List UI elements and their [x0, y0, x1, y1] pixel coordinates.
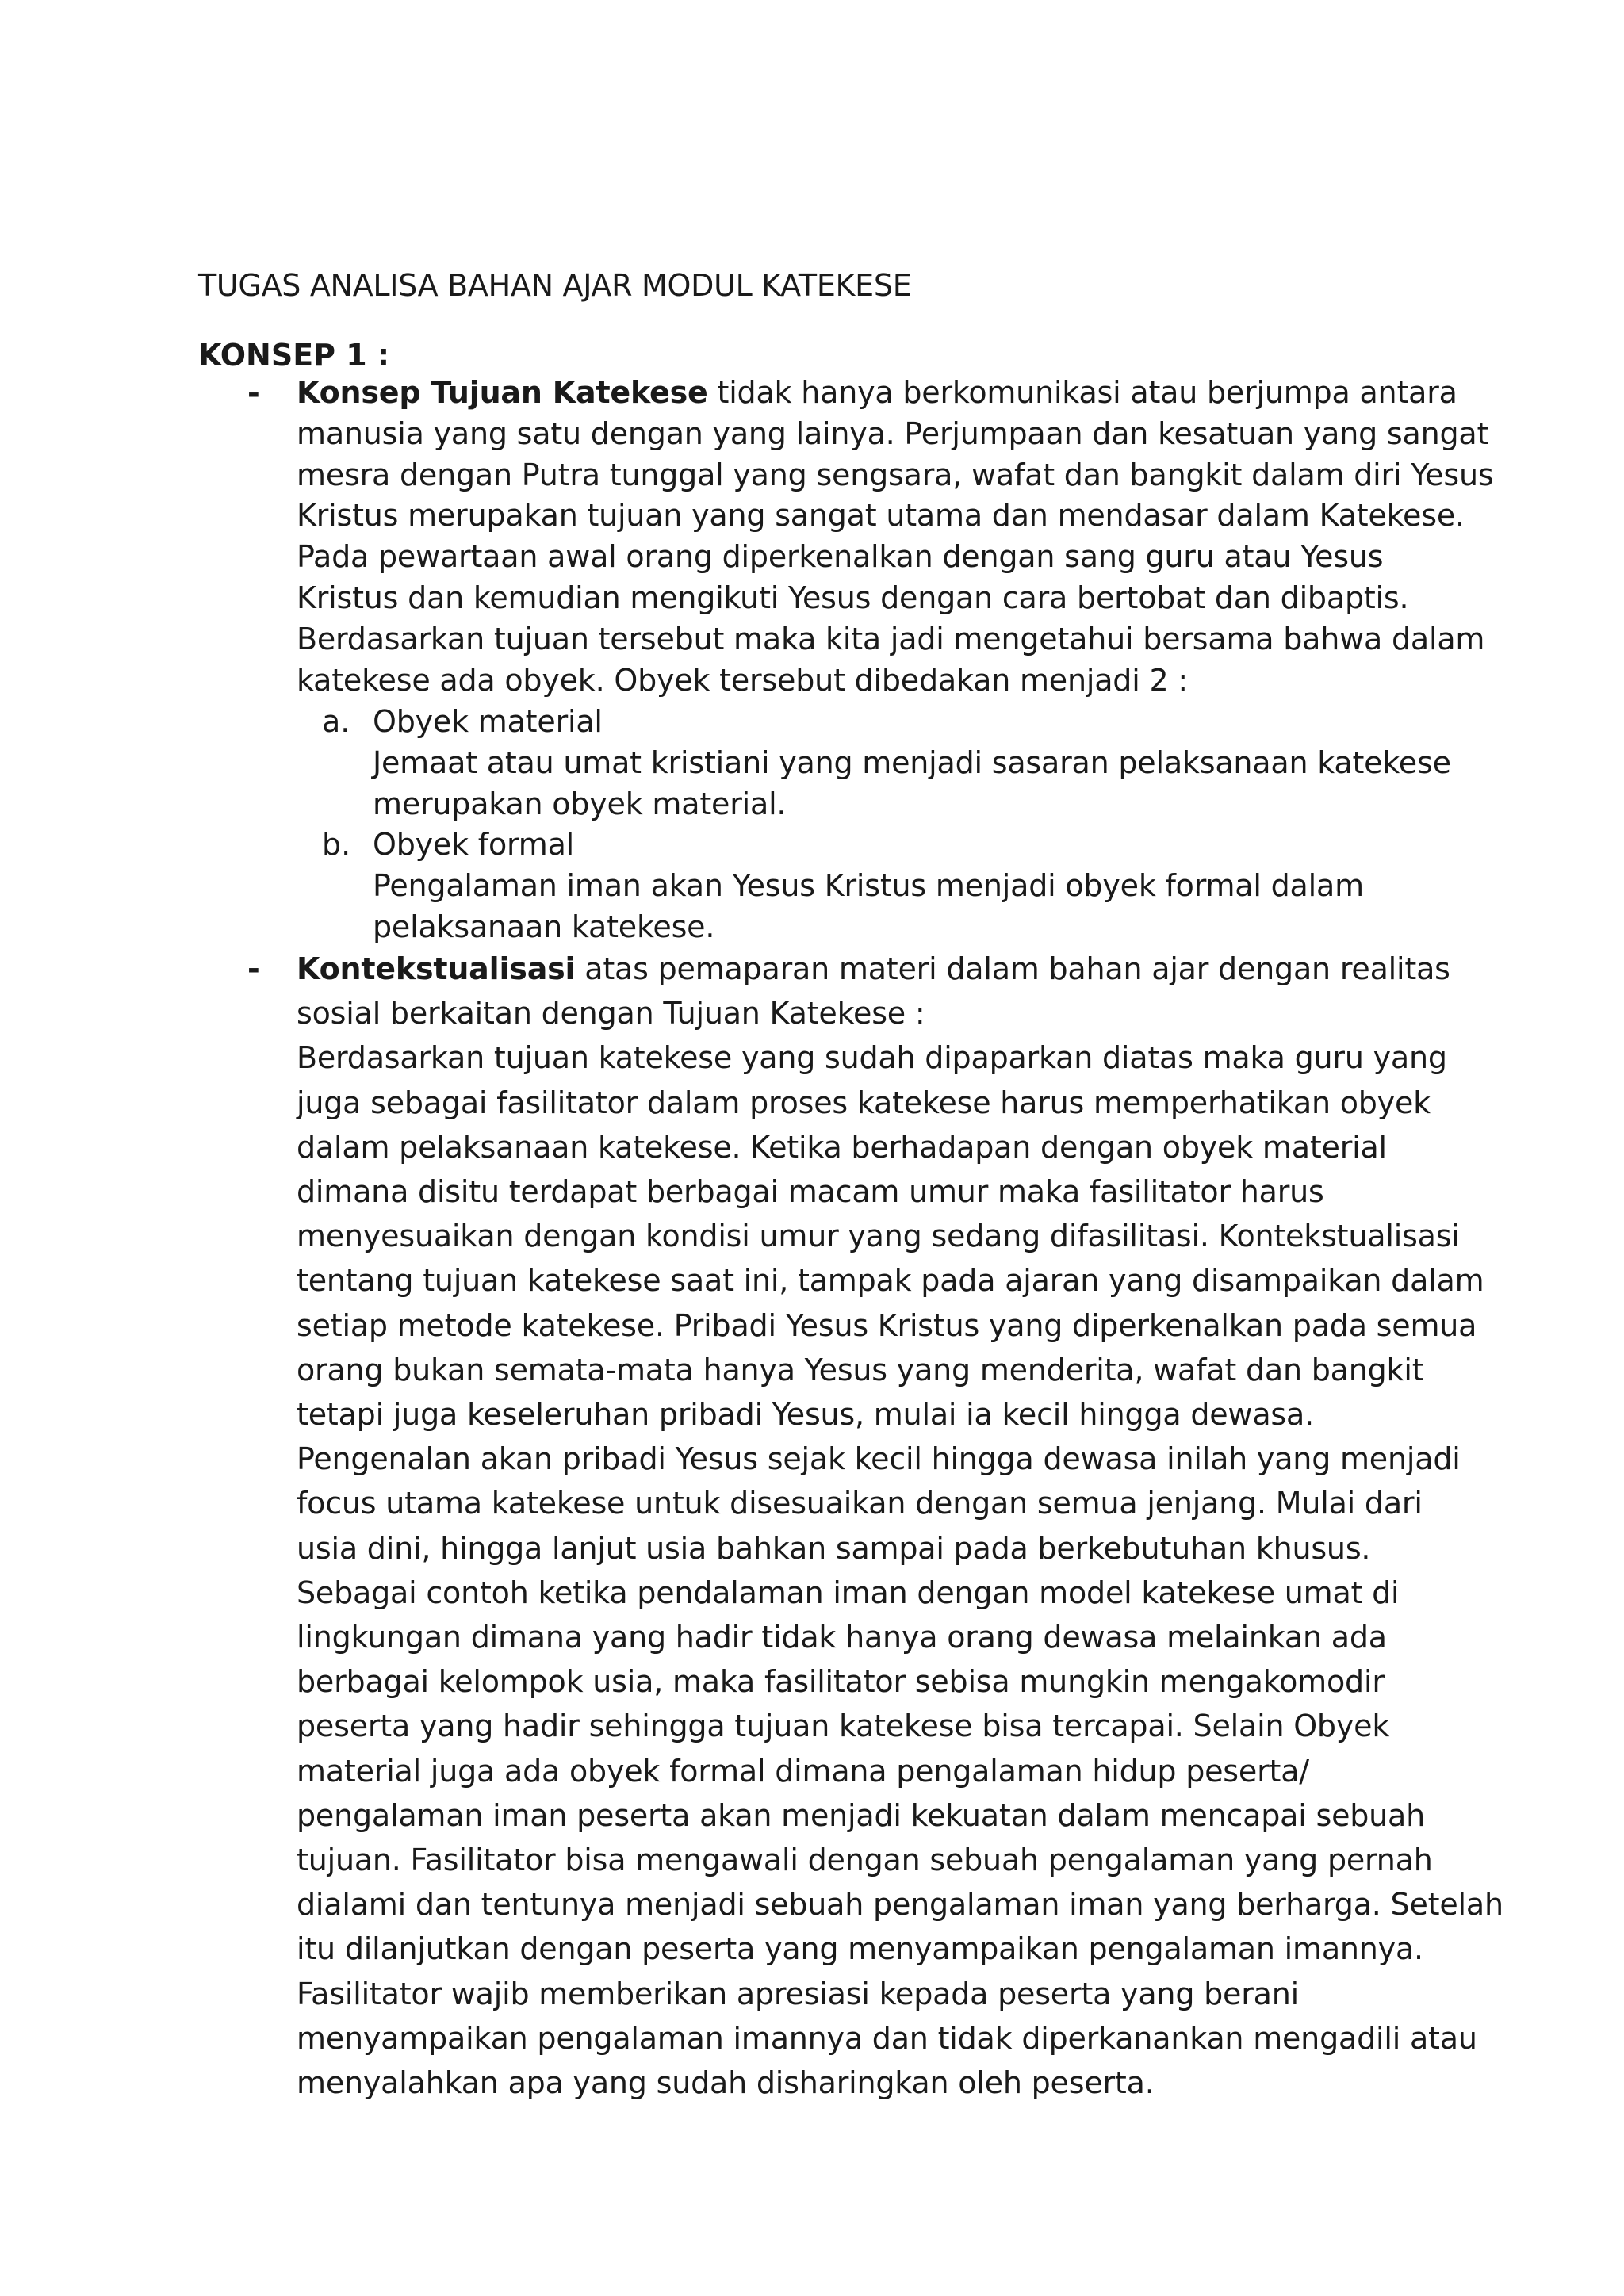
paragraph-line: pengalaman iman peserta akan menjadi kekuatan dalam mencapai sebuah [297, 1797, 1426, 1833]
paragraph-line: mesra dengan Putra tunggal yang sengsara, wafat dan bangkit dalam diri Yesus [297, 457, 1494, 492]
paragraph-line [297, 373, 1457, 414]
sub-item-line: pelaksanaan katekese. [373, 909, 715, 944]
paragraph-line: katekese ada obyek. Obyek tersebut dibedakan menjadi 2 : [297, 662, 1188, 698]
paragraph-line: tujuan. Fasilitator bisa mengawali dengan sebuah pengalaman yang pernah [297, 1843, 1433, 1878]
sub-item-marker: b. [322, 827, 351, 862]
paragraph-line [297, 947, 1454, 991]
paragraph-line: peserta yang hadir sehingga tujuan katekese bisa tercapai. Selain Obyek [297, 1709, 1390, 1744]
sub-item-label: Obyek formal [373, 827, 575, 862]
bold-lead: Konsep Tujuan Katekese [297, 375, 708, 410]
paragraph-line: juga sebagai fasilitator dalam proses katekese harus memperhatikan obyek [297, 1085, 1431, 1120]
paragraph-line: focus utama katekese untuk disesuaikan dengan semua jenjang. Mulai dari [297, 1486, 1423, 1521]
paragraph-line: Berdasarkan tujuan katekese yang sudah dipaparkan diatas maka guru yang [297, 1040, 1447, 1076]
paragraph-line: menyalahkan apa yang sudah disharingkan oleh peserta. [297, 2065, 1155, 2101]
paragraph-line: setiap metode katekese. Pribadi Yesus Kristus yang diperkenalkan pada semua [297, 1307, 1477, 1343]
sub-item-marker: a. [322, 704, 350, 739]
paragraph-line: Kristus dan kemudian mengikuti Yesus dengan cara bertobat dan dibaptis. [297, 580, 1409, 615]
paragraph-line: berbagai kelompok usia, maka fasilitator sebisa mungkin mengakomodir [297, 1664, 1385, 1700]
sub-item-line: Pengalaman iman akan Yesus Kristus menjadi obyek formal dalam [373, 867, 1364, 903]
paragraph-line: usia dini, hingga lanjut usia bahkan sampai pada berkebutuhan khusus. [297, 1530, 1371, 1566]
paragraph-line: menyampaikan pengalaman imannya dan tidak diperkanankan mengadili atau [297, 2020, 1477, 2056]
sub-item-line: Jemaat atau umat kristiani yang menjadi sasaran pelaksanaan katekese [373, 744, 1451, 780]
paragraph-line: tentang tujuan katekese saat ini, tampak pada ajaran yang disampaikan dalam [297, 1263, 1484, 1299]
line-text: tidak hanya berkomunikasi atau berjumpa antara [707, 375, 1457, 410]
sub-item-line: merupakan obyek material. [373, 786, 787, 821]
paragraph-line: dimana disitu terdapat berbagai macam umur maka fasilitator harus [297, 1174, 1324, 1210]
bullet-1-paragraph [297, 373, 1494, 701]
section-heading: KONSEP 1 : [198, 338, 390, 373]
paragraph-line: Pada pewartaan awal orang diperkenalkan dengan sang guru atau Yesus [297, 539, 1384, 575]
paragraph-line: dalam pelaksanaan katekese. Ketika berhadapan dengan obyek material [297, 1129, 1387, 1165]
paragraph-line: tetapi juga keseleruhan pribadi Yesus, mulai ia kecil hingga dewasa. [297, 1397, 1314, 1433]
paragraph-line: sosial berkaitan dengan Tujuan Katekese : [297, 996, 925, 1031]
sub-item-a [373, 702, 1451, 825]
document-title: TUGAS ANALISA BAHAN AJAR MODUL KATEKESE [198, 268, 912, 303]
paragraph-line: Kristus merupakan tujuan yang sangat utama dan mendasar dalam Katekese. [297, 498, 1465, 534]
bold-lead: Kontekstualisasi [297, 951, 576, 986]
bullet-2-paragraph [297, 947, 1503, 2105]
paragraph-line: itu dilanjutkan dengan peserta yang menyampaikan pengalaman imannya. [297, 1931, 1423, 1967]
paragraph-line: Pengenalan akan pribadi Yesus sejak kecil hingga dewasa inilah yang menjadi [297, 1441, 1461, 1477]
paragraph-line: Berdasarkan tujuan tersebut maka kita jadi mengetahui bersama bahwa dalam [297, 621, 1485, 656]
paragraph-line: dialami dan tentunya menjadi sebuah pengalaman iman yang berharga. Setelah [297, 1887, 1503, 1923]
paragraph-line: manusia yang satu dengan yang lainya. Perjumpaan dan kesatuan yang sangat [297, 415, 1489, 451]
paragraph-line: material juga ada obyek formal dimana pengalaman hidup peserta/ [297, 1753, 1309, 1789]
bullet-dash: - [247, 951, 260, 986]
line-text: atas pemaparan materi dalam bahan ajar dengan realitas [575, 951, 1450, 986]
bullet-dash: - [247, 376, 260, 411]
paragraph-line: orang bukan semata-mata hanya Yesus yang menderita, wafat dan bangkit [297, 1352, 1424, 1387]
paragraph-line: lingkungan dimana yang hadir tidak hanya orang dewasa melainkan ada [297, 1620, 1387, 1655]
paragraph-line: Fasilitator wajib memberikan apresiasi kepada peserta yang berani [297, 1976, 1299, 2011]
paragraph-line: menyesuaikan dengan kondisi umur yang sedang difasilitasi. Kontekstualisasi [297, 1219, 1460, 1254]
paragraph-line: Sebagai contoh ketika pendalaman iman dengan model katekese umat di [297, 1575, 1400, 1610]
sub-item-b [373, 825, 1364, 947]
sub-item-label: Obyek material [373, 704, 603, 739]
